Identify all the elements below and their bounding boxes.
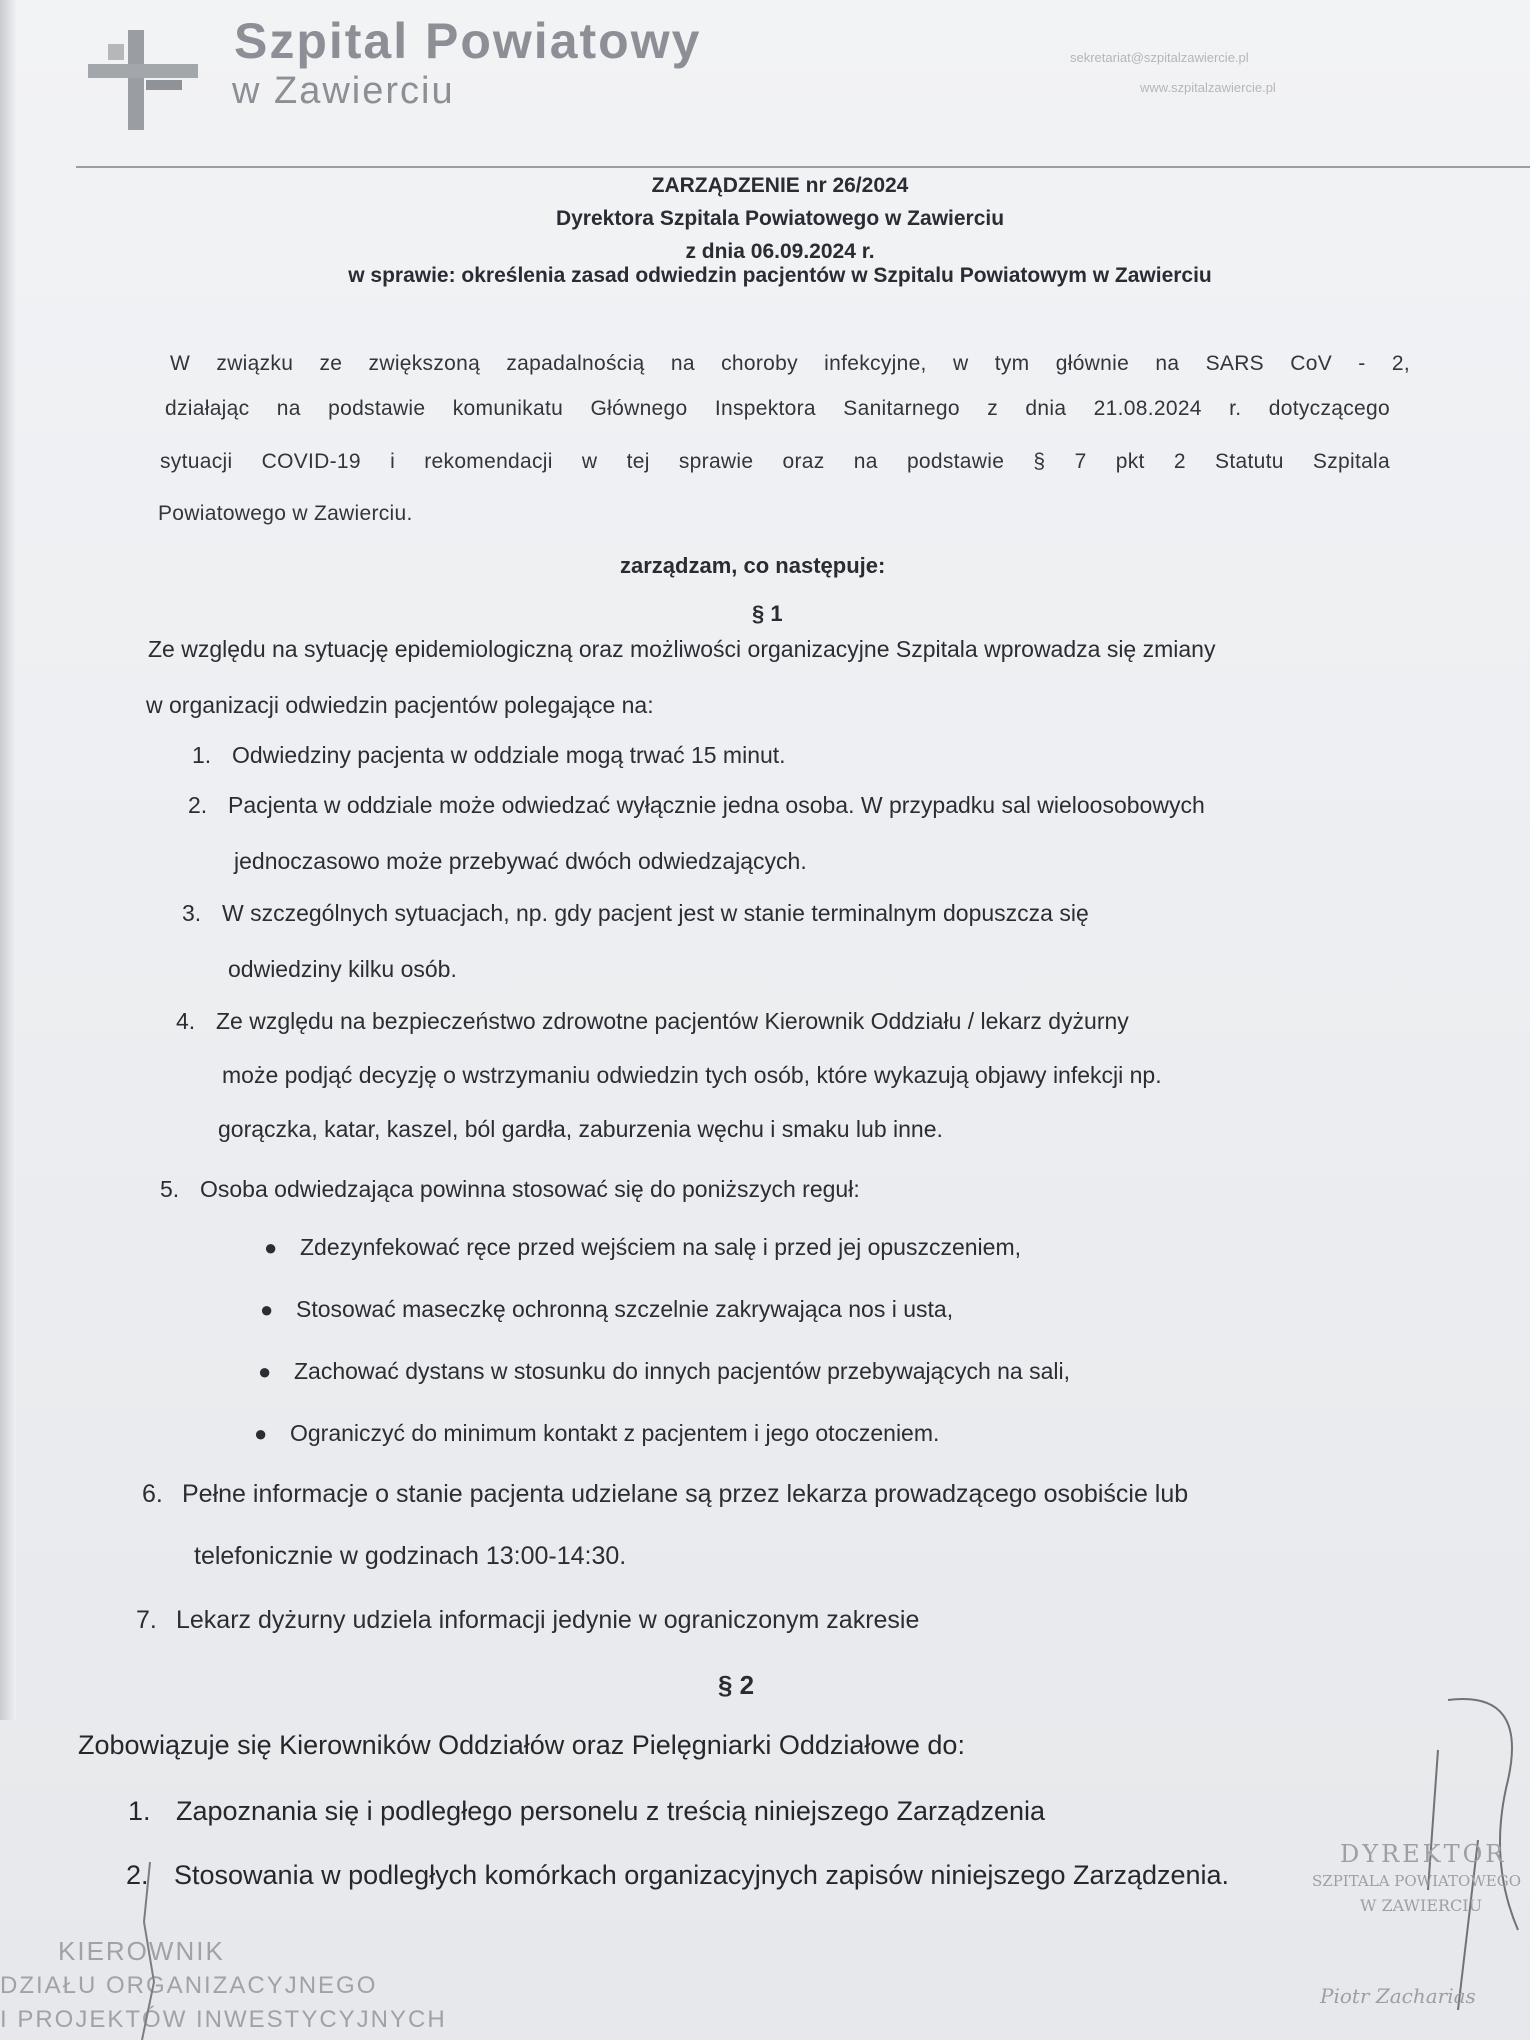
bullet-item: ● Ograniczyć do minimum kontakt z pacjentem i jego otoczeniem.	[254, 1420, 940, 1446]
list-item-continuation: telefonicznie w godzinach 13:00-14:30.	[194, 1542, 627, 1570]
intro-line: Powiatowego w Zawierciu.	[158, 502, 413, 525]
list-item: 6. Pełne informacje o stanie pacjenta udzielane są przez lekarza prowadzącego osobiście lub	[142, 1480, 1189, 1508]
list-item: 3. W szczególnych sytuacjach, np. gdy pacjent jest w stanie terminalnym dopuszcza się	[182, 900, 1089, 926]
page-edge-shadow	[0, 0, 16, 1720]
bullet-dot-icon: ●	[254, 1421, 268, 1446]
stamp-left-title: KIEROWNIK	[58, 1936, 225, 1966]
bullet-dot-icon: ●	[258, 1359, 272, 1384]
intro-line: sytuacji COVID-19 i rekomendacji w tej sprawie oraz na podstawie § 7 pkt 2 Statutu Szpitala	[160, 450, 1390, 473]
document-title: ZARZĄDZENIE nr 26/2024	[651, 174, 909, 197]
list-item-continuation: jednoczasowo może przebywać dwóch odwiedzających.	[234, 848, 807, 874]
section-1-mark: § 1	[752, 601, 783, 626]
intro-line: W związku ze zwiększoną zapadalnością na choroby infekcyjne, w tym głównie na SARS CoV - 2,	[170, 352, 1410, 375]
list-item-continuation: odwiedziny kilku osób.	[228, 956, 457, 982]
bullet-item: ● Zachować dystans w stosunku do innych pacjentów przebywających na sali,	[258, 1358, 1071, 1384]
list-item: 2. Pacjenta w oddziale może odwiedzać wyłącznie jedna osoba. W przypadku sal wieloosobowych	[188, 792, 1205, 818]
stamp-right-title: DYREKTOR	[1340, 1840, 1507, 1868]
document-issuer: Dyrektora Szpitala Powiatowego w Zawierciu	[555, 207, 1005, 230]
section-2-mark: § 2	[718, 1670, 755, 1700]
section-1-lead: w organizacji odwiedzin pacjentów polegające na:	[146, 692, 654, 718]
bullet-item: ● Stosować maseczkę ochronną szczelnie zakrywająca nos i usta,	[260, 1296, 954, 1322]
bullet-dot-icon: ●	[260, 1297, 274, 1322]
letterhead-city: w Zawierciu	[232, 70, 455, 112]
decree-statement: zarządzam, co następuje:	[620, 553, 886, 578]
letterhead-email: sekretariat@szpitalzawiercie.pl	[1070, 50, 1249, 65]
stamp-right-city: W ZAWIERCIU	[1360, 1896, 1483, 1915]
bullet-dot-icon: ●	[264, 1235, 278, 1260]
hospital-cross-logo-icon	[88, 30, 198, 130]
stamp-right-institution: SZPITALA POWIATOWEGO	[1312, 1872, 1521, 1890]
letterhead-name: Szpital Powiatowy	[234, 13, 702, 69]
list-item: 7. Lekarz dyżurny udziela informacji jedynie w ograniczonym zakresie	[136, 1606, 920, 1634]
letterhead-website: www.szpitalzawiercie.pl	[1140, 80, 1276, 95]
list-item: 2. Stosowania w podległych komórkach organizacyjnych zapisów niniejszego Zarządzenia.	[126, 1860, 1230, 1890]
list-item-continuation: może podjąć decyzję o wstrzymaniu odwiedzin tych osób, które wykazują objawy infekcji np.	[222, 1062, 1162, 1088]
document-subject: w sprawie: określenia zasad odwiedzin pacjentów w Szpitalu Powiatowym w Zawierciu	[348, 264, 1212, 287]
list-item: 1. Zapoznania się i podległego personelu z treścią niniejszego Zarządzenia	[128, 1796, 1046, 1826]
list-item: 1. Odwiedziny pacjenta w oddziale mogą trwać 15 minut.	[192, 742, 786, 768]
section-1-lead: Ze względu na sytuację epidemiologiczną oraz możliwości organizacyjne Szpitala wprowadza się zmiany	[148, 636, 1216, 662]
stamp-right-signatory: Piotr Zacharias	[1320, 1984, 1476, 2008]
signature-stroke-icon	[130, 1862, 170, 2040]
list-item: 5. Osoba odwiedzająca powinna stosować się do poniższych reguł:	[160, 1176, 860, 1202]
document-date: z dnia 06.09.2024 r.	[685, 240, 875, 263]
bullet-item: ● Zdezynfekować ręce przed wejściem na salę i przed jej opuszczeniem,	[264, 1234, 1021, 1260]
letterhead-divider	[76, 166, 1530, 168]
list-item: 4. Ze względu na bezpieczeństwo zdrowotne pacjentów Kierownik Oddziału / lekarz dyżurny	[176, 1008, 1129, 1034]
section-2-lead: Zobowiązuje się Kierowników Oddziałów oraz Pielęgniarki Oddziałowe do:	[78, 1730, 965, 1760]
intro-line: działając na podstawie komunikatu Głównego Inspektora Sanitarnego z dnia 21.08.2024 r. dotyczącego	[165, 397, 1390, 420]
stamp-left-department: I PROJEKTÓW INWESTYCYJNYCH	[0, 2006, 447, 2033]
list-item-continuation: gorączka, katar, kaszel, ból gardła, zaburzenia węchu i smaku lub inne.	[218, 1116, 943, 1142]
stamp-left-department: DZIAŁU ORGANIZACYJNEGO	[0, 1972, 378, 1999]
